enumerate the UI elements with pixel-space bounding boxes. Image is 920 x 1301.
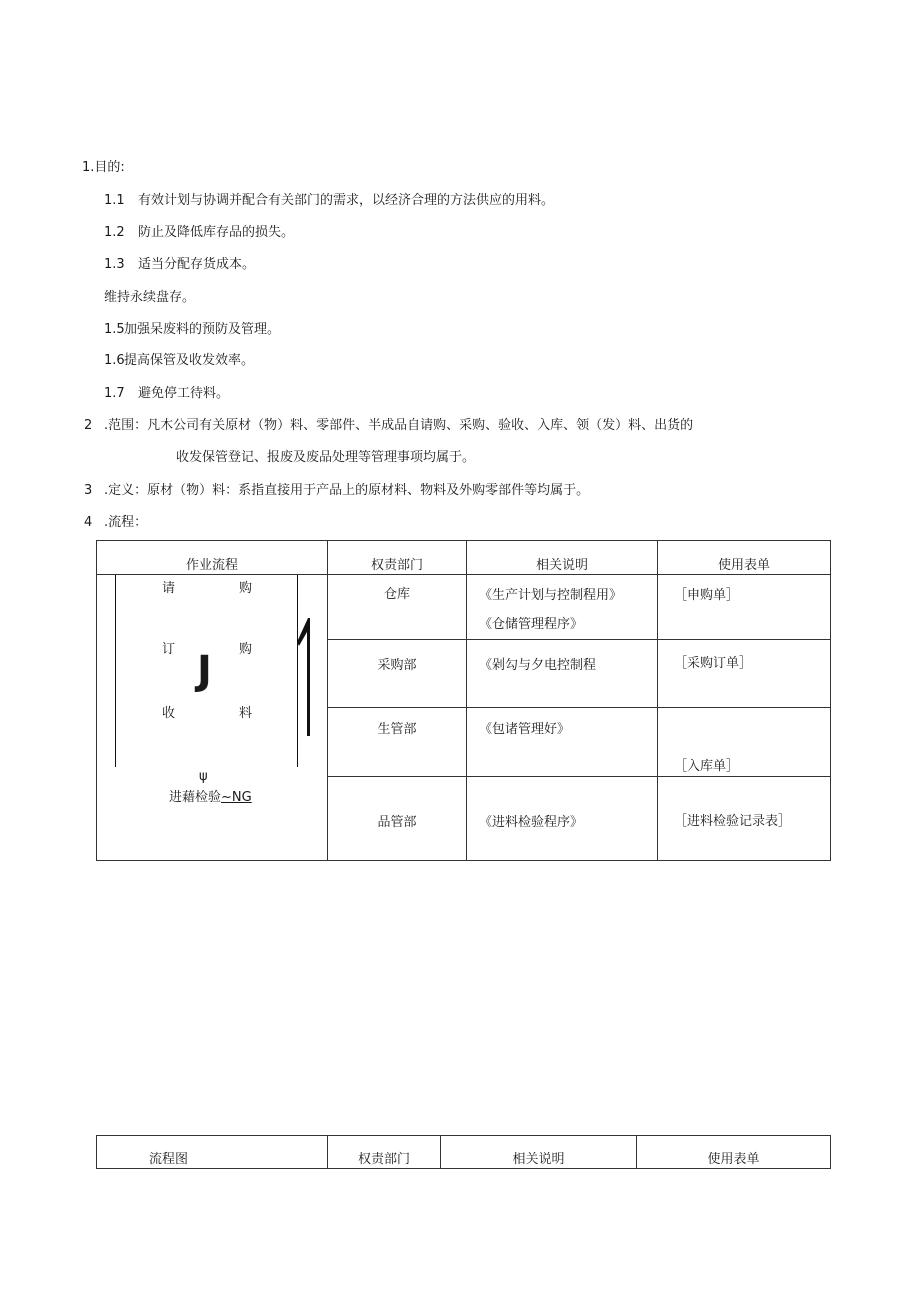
form-cell: ［采购订单］ [658,640,831,708]
form-cell: ［申购单］ [658,575,831,640]
section-1-heading: 1.目的: [82,160,125,175]
section-2-line2: 收发保管登记、报废及废品处理等管理事项均属于。 [176,450,476,465]
list-item: 1.1 有效计划与协调并配合有关部门的需求，以经济合理的方法供应的用料。 [104,193,555,208]
list-item: 1.6提高保管及收发效率。 [104,353,255,368]
header-department: 权责部门 [328,541,467,575]
flow-step-order-left: 订 [162,642,176,657]
flow-arrow-psi: ψ [199,769,208,784]
desc-cell: 《包诸管理好》 [467,708,658,777]
flow-step-receive-left: 收 [162,706,176,721]
dept-cell: 采购部 [328,640,467,708]
section-3: 3 .定义：原材（物）料：系指直接用于产品上的原材料、物料及外购零部件等均属于。 [84,483,590,498]
flow-step-order-right: 购 [239,642,253,657]
header-description: 相关说明 [441,1136,637,1169]
desc-cell: 《生产计划与控制程用》 《仓储管理程序》 [467,575,658,640]
list-item: 1.2 防止及降低库存品的损失。 [104,225,295,240]
flow-left-line [115,575,116,767]
section-2: 2 .范围：凡木公司有关原材（物）料、零部件、半成品自请购、采购、验收、入库、领（发）料、出货的 [84,418,694,433]
flow-step-inspection: 进藉检验~NG [169,790,252,805]
header-flowchart: 流程图 [97,1136,328,1169]
list-item: 维持永续盘存。 [104,290,196,305]
dept-cell: 品管部 [328,777,467,861]
header-forms: 使用表单 [658,541,831,575]
process-table [96,540,831,861]
dept-cell: 仓库 [328,575,467,640]
flow-bracket-mark [294,612,312,736]
list-item: 1.3 适当分配存货成本。 [104,257,256,272]
bracket-icon [294,612,312,736]
flowchart [97,575,327,852]
flow-step-receive-right: 料 [239,706,253,721]
flow-step-request-left: 请 [162,581,176,596]
flowchart-cell [97,575,328,861]
header-forms: 使用表单 [637,1136,831,1169]
flow-chart-table [96,1135,831,1169]
dept-cell: 生管部 [328,708,467,777]
list-item: 1.5加强呆废料的预防及管理。 [104,322,281,337]
desc-cell: 《进料检验程序》 [467,777,658,861]
flow-step-request-right: 购 [239,581,253,596]
section-4: 4 .流程： [84,515,148,530]
desc-cell: 《剁勾与夕电控制程 [467,640,658,708]
header-description: 相关说明 [467,541,658,575]
header-workflow: 作业流程 [97,541,328,575]
flow-arrow-mark: J [197,648,212,694]
list-item: 1.7 避免停工待料。 [104,386,230,401]
form-cell: ［入库单］ [658,708,831,777]
header-department: 权责部门 [328,1136,441,1169]
form-cell: ［进料检验记录表］ [658,777,831,861]
